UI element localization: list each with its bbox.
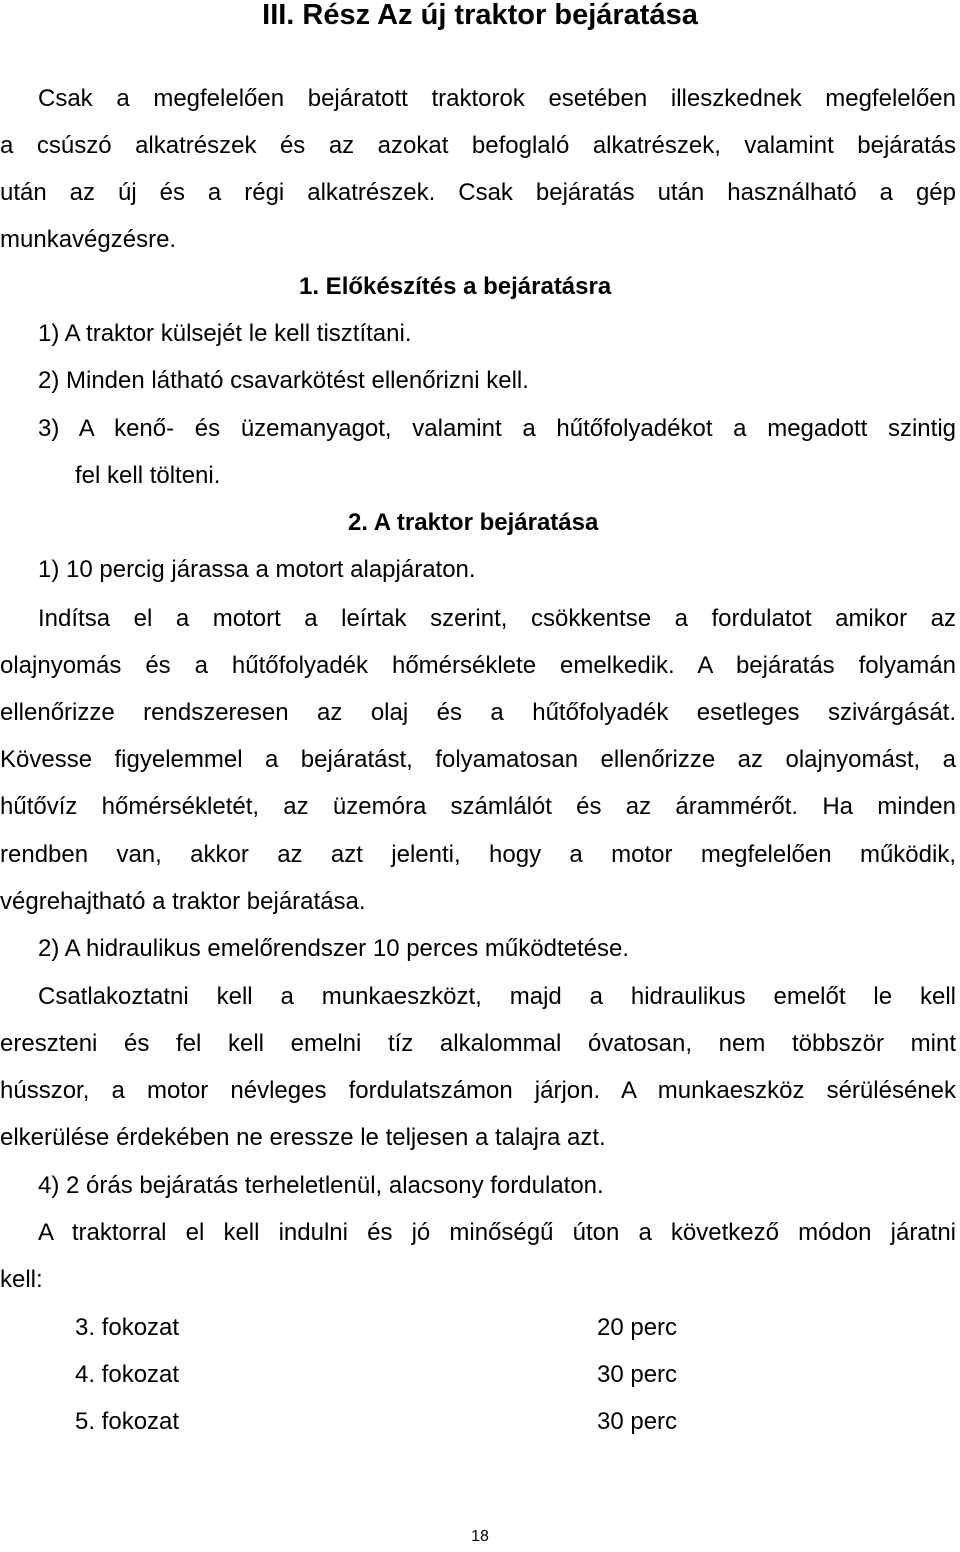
paragraph-1-line-2: olajnyomás és a hűtőfolyadék hőmérséklete emelkedik. A bejáratás folyamán <box>0 652 956 679</box>
paragraph-1-line-6: rendben van, akkor az azt jelenti, hogy a motor megfelelően működik, <box>0 841 956 868</box>
section-1-item-1: 1) A traktor külsejét le kell tisztítani. <box>38 320 412 347</box>
page-number: 18 <box>471 1528 489 1545</box>
gear-duration: 30 perc <box>597 1408 678 1435</box>
paragraph-3-line-1: A traktorral el kell indulni és jó minőségű úton a következő módon járatni <box>38 1219 956 1246</box>
paragraph-2-line-3: hússzor, a motor névleges fordulatszámon járjon. A munkaeszköz sérülésének <box>0 1077 956 1104</box>
paragraph-1-line-5: hűtővíz hőmérsékletét, az üzemóra számlálót és az árammérőt. Ha minden <box>0 793 956 820</box>
section-1-heading: 1. Előkészítés a bejáratásra <box>299 273 612 300</box>
page-title: III. Rész Az új traktor bejáratása <box>262 0 698 31</box>
intro-line-2: a csúszó alkatrészek és az azokat befoglaló alkatrészek, valamint bejáratás <box>0 132 956 159</box>
paragraph-2-line-2: ereszteni és fel kell emelni tíz alkalommal óvatosan, nem többször mint <box>0 1030 956 1057</box>
paragraph-1-line-1: Indítsa el a motort a leírtak szerint, csökkentse a fordulatot amikor az <box>38 605 956 632</box>
intro-line-4: munkavégzésre. <box>0 226 177 253</box>
gear-label: 5. fokozat <box>75 1408 180 1435</box>
section-1-item-2: 2) Minden látható csavarkötést ellenőrizni kell. <box>38 367 529 394</box>
paragraph-2-line-4: elkerülése érdekében ne eressze le teljesen a talajra azt. <box>0 1124 606 1151</box>
section-1-item-3-line-1: 3) A kenő- és üzemanyagot, valamint a hűtőfolyadékot a megadott szintig <box>38 415 956 442</box>
paragraph-1-line-3: ellenőrizze rendszeresen az olaj és a hűtőfolyadék esetleges szivárgását. <box>0 699 956 726</box>
gear-label: 4. fokozat <box>75 1361 180 1388</box>
section-2-item-2: 2) A hidraulikus emelőrendszer 10 perces működtetése. <box>38 935 629 962</box>
section-1-item-3-line-2: fel kell tölteni. <box>75 462 221 489</box>
section-2-item-4: 4) 2 órás bejáratás terheletlenül, alacsony fordulaton. <box>38 1172 604 1199</box>
gear-label: 3. fokozat <box>75 1314 180 1341</box>
paragraph-3-line-2: kell: <box>0 1266 43 1293</box>
paragraph-2-line-1: Csatlakoztatni kell a munkaeszközt, majd a hidraulikus emelőt le kell <box>38 983 956 1010</box>
intro-line-3: után az új és a régi alkatrészek. Csak bejáratás után használható a gép <box>0 179 956 206</box>
section-2-heading: 2. A traktor bejáratása <box>348 509 599 536</box>
intro-line-1: Csak a megfelelően bejáratott traktorok esetében illeszkednek megfelelően <box>38 85 956 112</box>
gear-duration: 30 perc <box>597 1361 678 1388</box>
paragraph-1-line-7: végrehajtható a traktor bejáratása. <box>0 888 366 915</box>
section-2-item-1: 1) 10 percig járassa a motort alapjáraton. <box>38 556 476 583</box>
paragraph-1-line-4: Kövesse figyelemmel a bejáratást, folyamatosan ellenőrizze az olajnyomást, a <box>0 746 956 773</box>
gear-duration: 20 perc <box>597 1314 678 1341</box>
